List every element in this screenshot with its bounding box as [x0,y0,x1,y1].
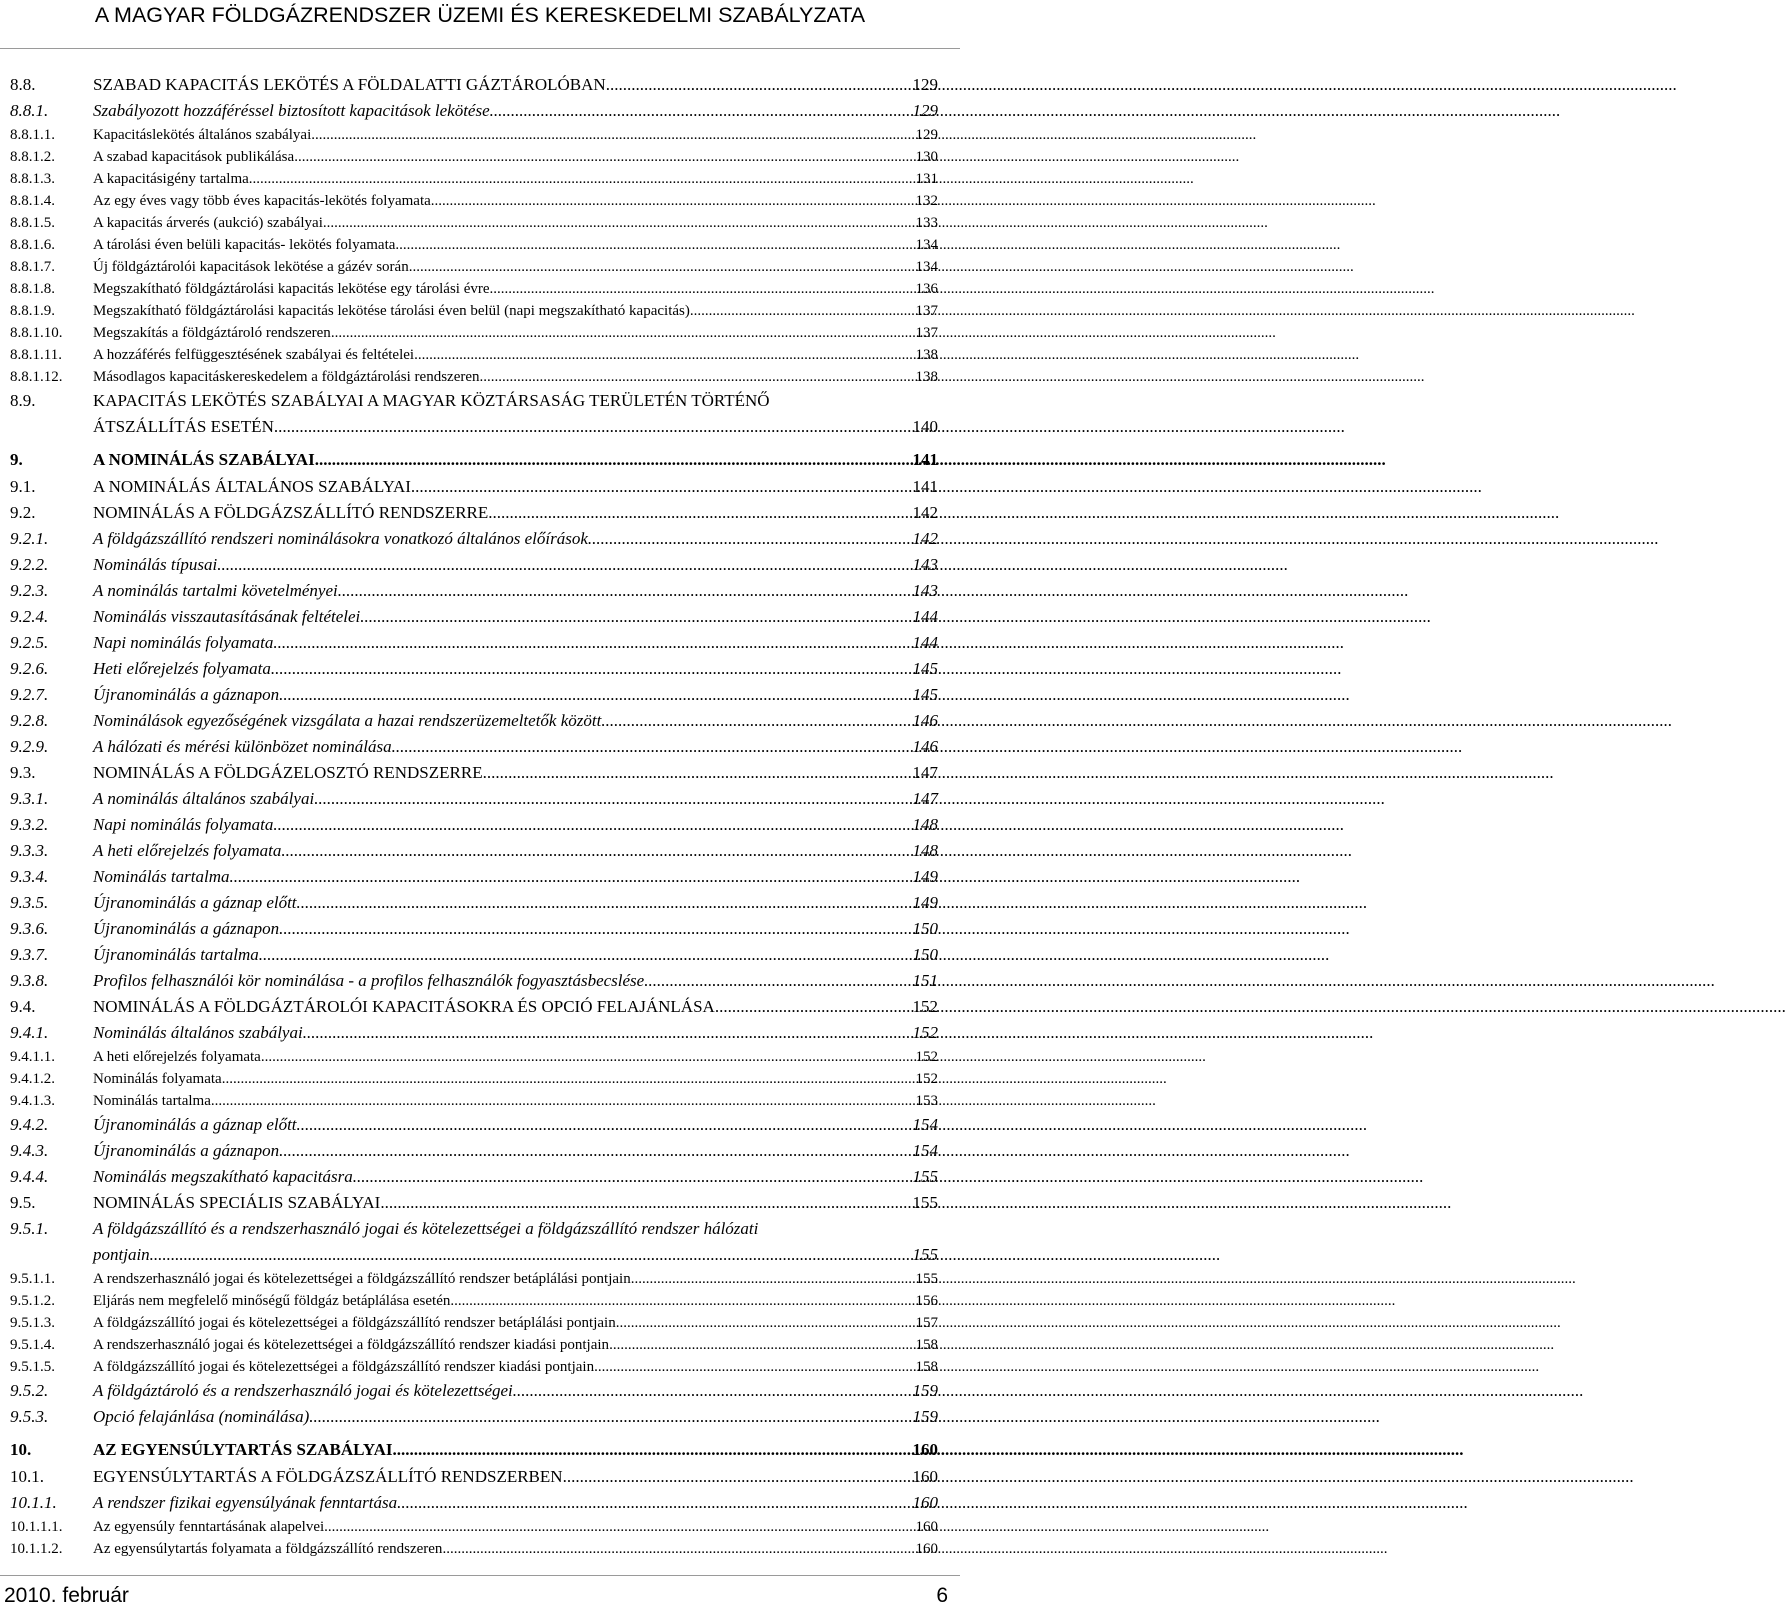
toc-entry-title: Szabályozott hozzáféréssel biztosított kapacitások lekötése [93,101,490,120]
toc-entry[interactable] [10,916,938,942]
toc-leader-dots [281,838,910,864]
toc-entry[interactable] [10,942,938,968]
toc-entry[interactable] [10,190,938,212]
toc-entry[interactable] [10,366,938,388]
toc-leader-dots [297,890,911,916]
toc-leader-dots [395,234,913,256]
toc-entry-number: 9.3.4. [10,867,49,886]
toc-entry-page: 155 [912,1193,938,1212]
toc-entry-page: 148 [912,815,938,834]
toc-entry[interactable] [10,786,938,812]
toc-leader-dots [411,474,911,500]
toc-entry-number: 9.3.1. [10,789,49,808]
document-title: A MAGYAR FÖLDGÁZRENDSZER ÜZEMI ÉS KERESKEDELMI SZABÁLYZATA [94,3,866,27]
toc-entry[interactable] [10,1490,938,1516]
toc-entry-title: A földgázszállító és a rendszerhasználó jogai és kötelezettségei a földgázszállító rendszer hálózati [93,1219,759,1238]
toc-entry-number: 9.4.4. [10,1167,49,1186]
toc-entry[interactable] [10,578,938,604]
toc-leader-dots [563,1464,911,1490]
toc-entry-number: 9.4. [10,997,36,1016]
toc-entry-title: NOMINÁLÁS A FÖLDGÁZELOSZTÓ RENDSZERRE [93,763,483,782]
toc-entry[interactable] [10,968,938,994]
toc-leader-dots [338,578,911,604]
toc-entry-title: A rendszerhasználó jogai és kötelezettségei a földgázszállító rendszer kiadási pontjain [93,1337,610,1353]
toc-entry-number: 10.1.1.2. [10,1541,63,1557]
toc-entry[interactable] [10,388,938,440]
toc-entry-title: A földgázszállító rendszeri nominálásokra vonatkozó általános előírások [93,529,588,548]
toc-entry[interactable] [10,212,938,234]
toc-entry-number: 9.2.3. [10,581,49,600]
toc-entry-number: 8.8.1. [10,101,49,120]
toc-entry-title: A földgázszállító jogai és kötelezettségei a földgázszállító rendszer betáplálási pontjain [93,1315,616,1331]
toc-entry[interactable] [10,256,938,278]
toc-entry[interactable] [10,1268,938,1290]
toc-entry-title-continued: pontjain [93,1245,150,1264]
toc-leader-dots [480,366,914,388]
toc-entry-page: 129 [912,101,938,120]
toc-entry-page: 144 [912,633,938,652]
toc-entry-title: Újranominálás tartalma [93,945,259,964]
toc-entry-number: 9.2.1. [10,529,49,548]
toc-entry-page: 159 [912,1407,938,1426]
toc-entry-title: A rendszer fizikai egyensúlyának fenntartása [93,1493,398,1512]
toc-leader-dots [297,1112,911,1138]
toc-entry-number: 9.3.6. [10,919,49,938]
toc-entry-page: 143 [912,581,938,600]
toc-entry-number: 8.8.1.4. [10,193,55,209]
toc-leader-dots [323,212,914,234]
page-footer [0,1575,960,1614]
toc-entry-title: EGYENSÚLYTARTÁS A FÖLDGÁZSZÁLLÍTÓ RENDSZERBEN [93,1467,563,1486]
toc-entry-number: 9.5.3. [10,1407,49,1426]
toc-entry[interactable] [10,1216,938,1268]
toc-entry[interactable] [10,1516,938,1538]
toc-leader-dots [397,1490,910,1516]
toc-entry[interactable] [10,474,938,500]
toc-leader-dots [414,344,913,366]
toc-leader-dots [259,942,911,968]
toc-entry-title: A kapacitás árverés (aukció) szabályai [93,215,323,231]
toc-entry-page: 152 [912,1023,938,1042]
toc-entry-number: 9.3.8. [10,971,49,990]
toc-entry[interactable] [10,1068,938,1090]
toc-entry-page: 140 [912,417,938,436]
toc-entry-number: 9.5. [10,1193,36,1212]
footer-date: 2010. február [4,1584,129,1607]
toc-entry-title: AZ EGYENSÚLYTARTÁS SZABÁLYAI [93,1440,393,1459]
toc-entry-page: 132 [915,193,938,209]
toc-leader-dots [222,1068,914,1090]
toc-entry-number: 8.8.1.1. [10,127,55,143]
toc-entry-page: 138 [915,369,938,385]
toc-entry-page: 154 [912,1115,938,1134]
toc-entry-page: 148 [912,841,938,860]
toc-entry-page: 160 [912,1440,938,1459]
toc-entry[interactable] [10,526,938,552]
toc-entry-number: 9.5.1.3. [10,1315,55,1331]
toc-entry[interactable] [10,1334,938,1356]
toc-entry[interactable] [10,1436,938,1464]
toc-entry-title: Nominálás megszakítható kapacitásra [93,1167,353,1186]
toc-leader-dots [594,1356,913,1378]
toc-entry-number: 9.3.2. [10,815,49,834]
toc-entry-number: 10.1.1. [10,1493,57,1512]
toc-entry-title: A kapacitásigény tartalma [93,171,249,187]
toc-entry-title: A heti előrejelzés folyamata [93,1049,261,1065]
toc-entry-number: 9.5.1.5. [10,1359,55,1375]
toc-entry[interactable] [10,838,938,864]
toc-leader-dots [315,446,911,474]
toc-leader-dots [279,1138,910,1164]
toc-entry-title: A heti előrejelzés folyamata [93,841,282,860]
toc-entry-page: 147 [912,763,938,782]
toc-entry-title: Eljárás nem megfelelő minőségű földgáz betáplálása esetén [93,1293,451,1309]
toc-entry[interactable] [10,1090,938,1112]
toc-entry-page: 149 [912,867,938,886]
toc-leader-dots [309,1404,910,1430]
toc-entry-number: 9.2.7. [10,685,49,704]
toc-entry-page: 153 [915,1093,938,1109]
toc-leader-dots [513,1378,911,1404]
toc-entry[interactable] [10,682,938,708]
toc-entry[interactable] [10,812,938,838]
toc-entry[interactable] [10,630,938,656]
toc-entry-number: 9.5.1.4. [10,1337,55,1353]
footer-page-number: 6 [936,1584,948,1607]
toc-leader-dots [442,1538,913,1560]
toc-entry-page: 137 [915,303,938,319]
toc-entry-title: Újranominálás a gáznap előtt [93,1115,297,1134]
toc-entry-title: Nominálás visszautasításának feltételei [93,607,361,626]
toc-entry[interactable] [10,1538,938,1560]
toc-entry-number: 9.4.3. [10,1141,49,1160]
toc-entry[interactable] [10,124,938,146]
toc-entry-number: 9.3.3. [10,841,49,860]
toc-entry-number: 8.8.1.11. [10,347,62,363]
toc-entry-title: Kapacitáslekötés általános szabályai [93,127,312,143]
toc-entry-number: 8.8.1.6. [10,237,55,253]
toc-entry-page: 158 [915,1359,938,1375]
toc-entry-number: 9.4.1. [10,1023,49,1042]
toc-entry-title: A rendszerhasználó jogai és kötelezettségei a földgázszállító rendszer betáplálási pontjain [93,1271,631,1287]
toc-entry-page: 134 [915,259,938,275]
toc-entry-title: A hozzáférés felfüggesztésének szabályai és feltételei [93,347,415,363]
toc-entry-title: Nominálás tartalma [93,1093,211,1109]
toc-entry-title: A hálózati és mérési különbözet nominálása [93,737,392,756]
toc-entry-title: Újranominálás a gáznapon [93,1141,280,1160]
toc-entry-page: 141 [912,450,938,469]
toc-entry-title: Újranominálás a gáznapon [93,685,280,704]
toc-entry-number: 9. [10,450,23,469]
toc-leader-dots [601,708,910,734]
table-of-contents [10,72,938,1560]
toc-entry[interactable] [10,604,938,630]
toc-entry-page: 146 [912,711,938,730]
toc-entry-page: 152 [912,997,938,1016]
toc-leader-dots [609,1334,913,1356]
toc-entry-number: 8.8.1.10. [10,325,63,341]
toc-leader-dots [274,414,911,440]
toc-entry-page: 145 [912,659,938,678]
toc-entry-page: 129 [912,75,938,94]
toc-leader-dots [488,500,910,526]
toc-entry-page: 155 [912,1167,938,1186]
toc-entry[interactable] [10,708,938,734]
toc-entry-page: 152 [915,1071,938,1087]
toc-entry-title: Megszakítható földgáztárolási kapacitás lekötése egy tárolási évre [93,281,490,297]
toc-entry-title: A NOMINÁLÁS SZABÁLYAI [93,450,315,469]
toc-entry[interactable] [10,278,938,300]
toc-entry-page: 159 [912,1381,938,1400]
toc-entry-title: NOMINÁLÁS SPECIÁLIS SZABÁLYAI [93,1193,381,1212]
toc-entry-page: 160 [912,1467,938,1486]
toc-entry-page: 144 [912,607,938,626]
toc-entry-page: 154 [912,1141,938,1160]
toc-entry-number: 9.3.7. [10,945,49,964]
toc-entry-title: Nominálás típusai [93,555,218,574]
toc-entry-title: A nominálás általános szabályai [93,789,315,808]
toc-entry-number: 8.8. [10,75,36,94]
toc-leader-dots [279,916,910,942]
toc-entry[interactable] [10,552,938,578]
toc-entry[interactable] [10,994,938,1020]
toc-entry[interactable] [10,734,938,760]
toc-leader-dots [353,1164,911,1190]
toc-leader-dots [331,322,914,344]
toc-entry-title: A nominálás tartalmi követelményei [93,581,338,600]
toc-entry-title: Napi nominálás folyamata [93,815,274,834]
toc-entry[interactable] [10,1112,938,1138]
toc-leader-dots [606,72,911,98]
toc-entry-page: 147 [912,789,938,808]
toc-entry-page: 152 [915,1049,938,1065]
toc-entry-title: A földgázszállító jogai és kötelezettségei a földgázszállító rendszer kiadási pontjain [93,1359,595,1375]
toc-entry-number: 8.8.1.2. [10,149,55,165]
toc-entry-page: 131 [915,171,938,187]
toc-entry-page: 160 [912,1493,938,1512]
toc-leader-dots [311,124,913,146]
toc-entry[interactable] [10,1190,938,1216]
toc-entry-title-continued: ÁTSZÁLLÍTÁS ESETÉN [93,417,274,436]
toc-entry-title: KAPACITÁS LEKÖTÉS SZABÁLYAI A MAGYAR KÖZTÁRSASÁG TERÜLETÉN TÖRTÉNŐ [93,391,770,410]
toc-leader-dots [230,864,911,890]
toc-entry[interactable] [10,1164,938,1190]
toc-leader-dots [644,968,910,994]
toc-leader-dots [211,1090,914,1112]
toc-leader-dots [273,630,910,656]
toc-entry-page: 138 [915,347,938,363]
toc-entry-title: Új földgáztárolói kapacitások lekötése a gázév során [93,259,409,275]
page-header [0,0,960,49]
toc-entry-number: 8.8.1.9. [10,303,55,319]
toc-entry-number: 9.5.1. [10,1219,49,1238]
toc-entry-page: 155 [912,1245,938,1264]
toc-entry[interactable] [10,890,938,916]
toc-leader-dots [715,994,911,1020]
toc-entry-page: 130 [915,149,938,165]
toc-leader-dots [150,1242,911,1268]
toc-entry-title: A NOMINÁLÁS ÁLTALÁNOS SZABÁLYAI [93,477,411,496]
toc-entry-page: 133 [915,215,938,231]
toc-entry-number: 9.2.8. [10,711,49,730]
toc-entry[interactable] [10,500,938,526]
toc-entry-number: 9.3. [10,763,36,782]
toc-leader-dots [249,168,914,190]
toc-entry[interactable] [10,1046,938,1068]
toc-leader-dots [450,1290,913,1312]
toc-entry-number: 9.5.1.2. [10,1293,55,1309]
toc-entry-title: A földgáztároló és a rendszerhasználó jogai és kötelezettségei [93,1381,513,1400]
toc-entry-number: 10.1.1.1. [10,1519,63,1535]
toc-entry[interactable] [10,344,938,366]
toc-entry[interactable] [10,864,938,890]
toc-entry-title: Megszakítás a földgáztároló rendszeren [93,325,331,341]
toc-entry-number: 9.4.1.1. [10,1049,55,1065]
toc-entry[interactable] [10,146,938,168]
toc-entry[interactable] [10,1020,938,1046]
toc-leader-dots [588,526,911,552]
toc-entry-page: 137 [915,325,938,341]
toc-entry-number: 9.2.5. [10,633,49,652]
toc-entry-number: 8.8.1.3. [10,171,55,187]
toc-entry-title: A tárolási éven belüli kapacitás- lekötés folyamata [93,237,396,253]
toc-leader-dots [483,760,911,786]
toc-leader-dots [261,1046,914,1068]
toc-entry-page: 158 [915,1337,938,1353]
toc-entry-title: Az egy éves vagy több éves kapacitás-lekötés folyamata [93,193,431,209]
toc-entry[interactable] [10,1312,938,1334]
toc-entry-page: 136 [915,281,938,297]
toc-entry-page: 141 [912,477,938,496]
toc-leader-dots [314,786,910,812]
toc-entry[interactable] [10,1378,938,1404]
toc-entry-title: Napi nominálás folyamata [93,633,274,652]
toc-leader-dots [324,1516,913,1538]
toc-entry-title: Újranominálás a gáznapon [93,919,280,938]
toc-leader-dots [303,1020,911,1046]
toc-entry-number: 8.8.1.12. [10,369,63,385]
toc-entry-page: 134 [915,237,938,253]
toc-entry-number: 10. [10,1440,32,1459]
toc-leader-dots [490,98,911,124]
toc-leader-dots [431,190,914,212]
toc-entry[interactable] [10,1138,938,1164]
toc-entry-page: 143 [912,555,938,574]
toc-leader-dots [392,734,911,760]
toc-entry-number: 9.2.6. [10,659,49,678]
toc-entry-title: Opció felajánlása (nominálása) [93,1407,310,1426]
toc-leader-dots [616,1312,914,1334]
toc-entry-page: 155 [915,1271,938,1287]
toc-leader-dots [271,656,911,682]
toc-entry[interactable] [10,234,938,256]
toc-entry[interactable] [10,72,938,98]
toc-entry[interactable] [10,300,938,322]
toc-entry-page: 160 [915,1519,938,1535]
toc-entry[interactable] [10,656,938,682]
toc-entry-number: 8.8.1.5. [10,215,55,231]
toc-entry-number: 9.2.4. [10,607,49,626]
toc-leader-dots [360,604,910,630]
toc-entry-title: Profilos felhasználói kör nominálása - a profilos felhasználók fogyasztásbecslése [93,971,645,990]
toc-leader-dots [380,1190,910,1216]
toc-entry-number: 9.4.1.2. [10,1071,55,1087]
toc-entry-number: 9.3.5. [10,893,49,912]
toc-entry-page: 156 [915,1293,938,1309]
toc-entry-title: Az egyensúly fenntartásának alapelvei [93,1519,325,1535]
toc-entry-number: 9.2.2. [10,555,49,574]
toc-entry-page: 142 [912,503,938,522]
toc-entry-title: NOMINÁLÁS A FÖLDGÁZTÁROLÓI KAPACITÁSOKRA ÉS OPCIÓ FELAJÁNLÁSA [93,997,715,1016]
toc-entry[interactable] [10,168,938,190]
toc-entry[interactable] [10,760,938,786]
toc-entry-number: 9.5.1.1. [10,1271,55,1287]
toc-leader-dots [279,682,910,708]
toc-entry-number: 9.2.9. [10,737,49,756]
toc-leader-dots [690,300,914,322]
toc-entry-title: Az egyensúlytartás folyamata a földgázszállító rendszeren [93,1541,443,1557]
toc-entry-title: Megszakítható földgáztárolási kapacitás lekötése tárolási éven belül (napi megszakítható kapacitás) [93,303,690,319]
toc-entry-page: 160 [915,1541,938,1557]
toc-entry-title: Nominálás folyamata [93,1071,222,1087]
toc-entry-title: Másodlagos kapacitáskereskedelem a földgáztárolási rendszeren [93,369,480,385]
toc-entry[interactable] [10,1404,938,1430]
toc-entry-page: 151 [912,971,938,990]
toc-entry-page: 129 [915,127,938,143]
toc-entry-title: SZABAD KAPACITÁS LEKÖTÉS A FÖLDALATTI GÁZTÁROLÓBAN [93,75,606,94]
toc-entry-title: NOMINÁLÁS A FÖLDGÁZSZÁLLÍTÓ RENDSZERRE [93,503,489,522]
toc-entry[interactable] [10,1356,938,1378]
toc-entry-number: 8.8.1.8. [10,281,55,297]
toc-leader-dots [294,146,913,168]
toc-entry[interactable] [10,322,938,344]
toc-entry-number: 9.4.2. [10,1115,49,1134]
toc-entry[interactable] [10,446,938,474]
toc-entry-title: Nominálás tartalma [93,867,230,886]
toc-entry-page: 146 [912,737,938,756]
toc-entry-number: 10.1. [10,1467,44,1486]
toc-entry-page: 157 [915,1315,938,1331]
toc-entry-title: Nominálások egyezőségének vizsgálata a hazai rendszerüzemeltetők között [93,711,602,730]
toc-entry-page: 150 [912,945,938,964]
toc-entry[interactable] [10,1290,938,1312]
toc-leader-dots [490,278,914,300]
toc-entry-number: 8.9. [10,391,36,410]
toc-entry-page: 149 [912,893,938,912]
toc-entry[interactable] [10,1464,938,1490]
toc-leader-dots [273,812,910,838]
toc-entry-title: Heti előrejelzés folyamata [93,659,271,678]
toc-entry-number: 9.1. [10,477,36,496]
toc-entry-title: Nominálás általános szabályai [93,1023,303,1042]
toc-entry-number: 9.4.1.3. [10,1093,55,1109]
toc-entry-page: 150 [912,919,938,938]
toc-entry-number: 9.5.2. [10,1381,49,1400]
toc-entry-page: 142 [912,529,938,548]
toc-entry-title: A szabad kapacitások publikálása [93,149,295,165]
toc-entry-page: 145 [912,685,938,704]
toc-entry-title: Újranominálás a gáznap előtt [93,893,297,912]
toc-entry[interactable] [10,98,938,124]
toc-leader-dots [393,1436,911,1464]
toc-leader-dots [631,1268,914,1290]
toc-leader-dots [409,256,914,278]
toc-entry-number: 8.8.1.7. [10,259,55,275]
toc-leader-dots [217,552,910,578]
toc-entry-number: 9.2. [10,503,36,522]
